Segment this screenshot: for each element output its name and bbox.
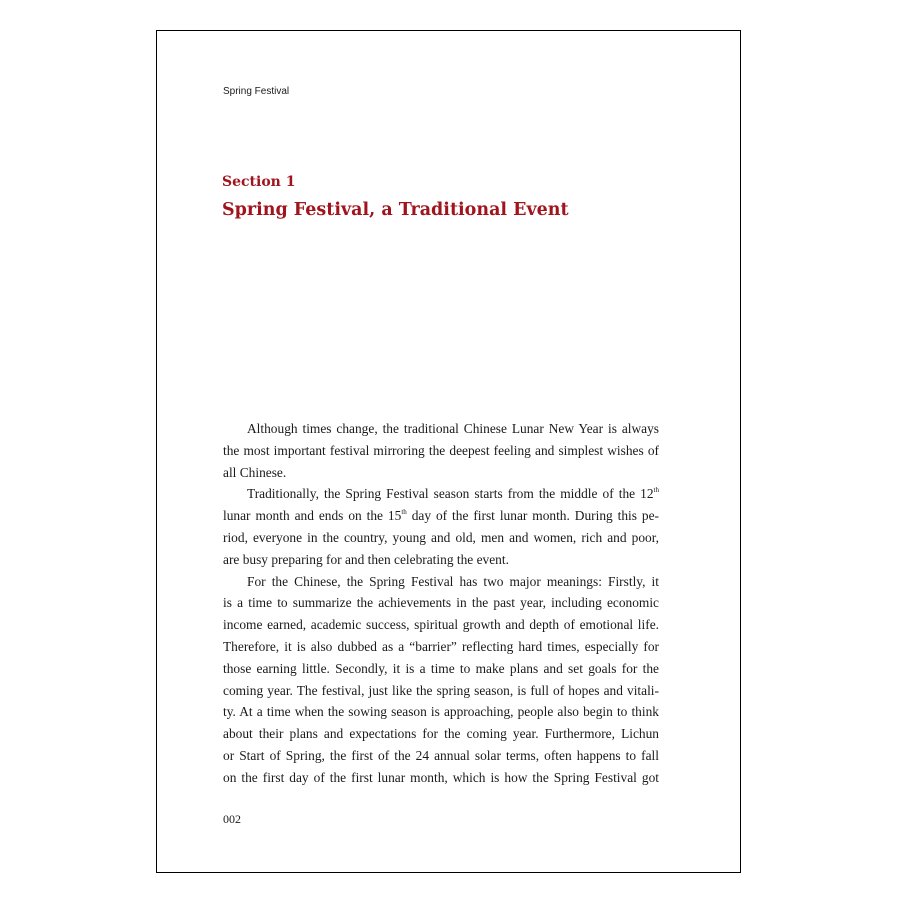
text-line: income earned, academic success, spiritual growth and depth of emotional life. (223, 617, 659, 633)
text-line: Therefore, it is also dubbed as a “barrier” reflecting hard times, especially for (223, 638, 659, 654)
section-title: Spring Festival, a Traditional Event (222, 200, 569, 220)
text-line: the most important festival mirroring the deepest feeling and simplest wishes of (223, 442, 659, 458)
text-segment: lunar month and ends on the 15 (223, 508, 402, 524)
text-segment: Traditionally, the Spring Festival season starts from the middle of the 12 (247, 486, 654, 502)
text-line: are busy preparing for and then celebrating the event. (223, 551, 509, 567)
text-line: is a time to summarize the achievements in the past year, including economic (223, 595, 659, 611)
running-header: Spring Festival (223, 86, 290, 97)
text-line: all Chinese. (223, 464, 287, 480)
ordinal-superscript: th (401, 508, 407, 517)
paragraph-1 (223, 418, 659, 483)
body-text (223, 418, 659, 789)
text-segment: day of the first lunar month. During this pe- (406, 508, 660, 524)
text-line: Although times change, the traditional Chinese Lunar New Year is always (247, 421, 659, 436)
section-label: Section 1 (222, 174, 296, 190)
ordinal-superscript: th (653, 486, 659, 495)
paragraph-2 (223, 483, 659, 570)
page-number: 002 (223, 812, 241, 826)
text-line (223, 483, 659, 505)
text-line (223, 505, 659, 527)
text-line: ty. At a time when the sowing season is approaching, people also begin to think (223, 704, 659, 720)
text-line: For the Chinese, the Spring Festival has two major meanings: Firstly, it (247, 573, 659, 589)
paragraph-3 (223, 571, 659, 789)
book-page (156, 30, 741, 873)
text-line: about their plans and expectations for the coming year. Furthermore, Lichun (223, 726, 659, 742)
text-line: those earning little. Secondly, it is a time to make plans and set goals for the (223, 660, 659, 676)
text-line: riod, everyone in the country, young and old, men and women, rich and poor, (223, 529, 659, 545)
text-line: on the first day of the first lunar month, which is how the Spring Festival got (223, 769, 659, 785)
text-line: coming year. The festival, just like the spring season, is full of hopes and vitali- (223, 682, 659, 698)
text-line: or Start of Spring, the first of the 24 annual solar terms, often happens to fall (223, 747, 659, 763)
